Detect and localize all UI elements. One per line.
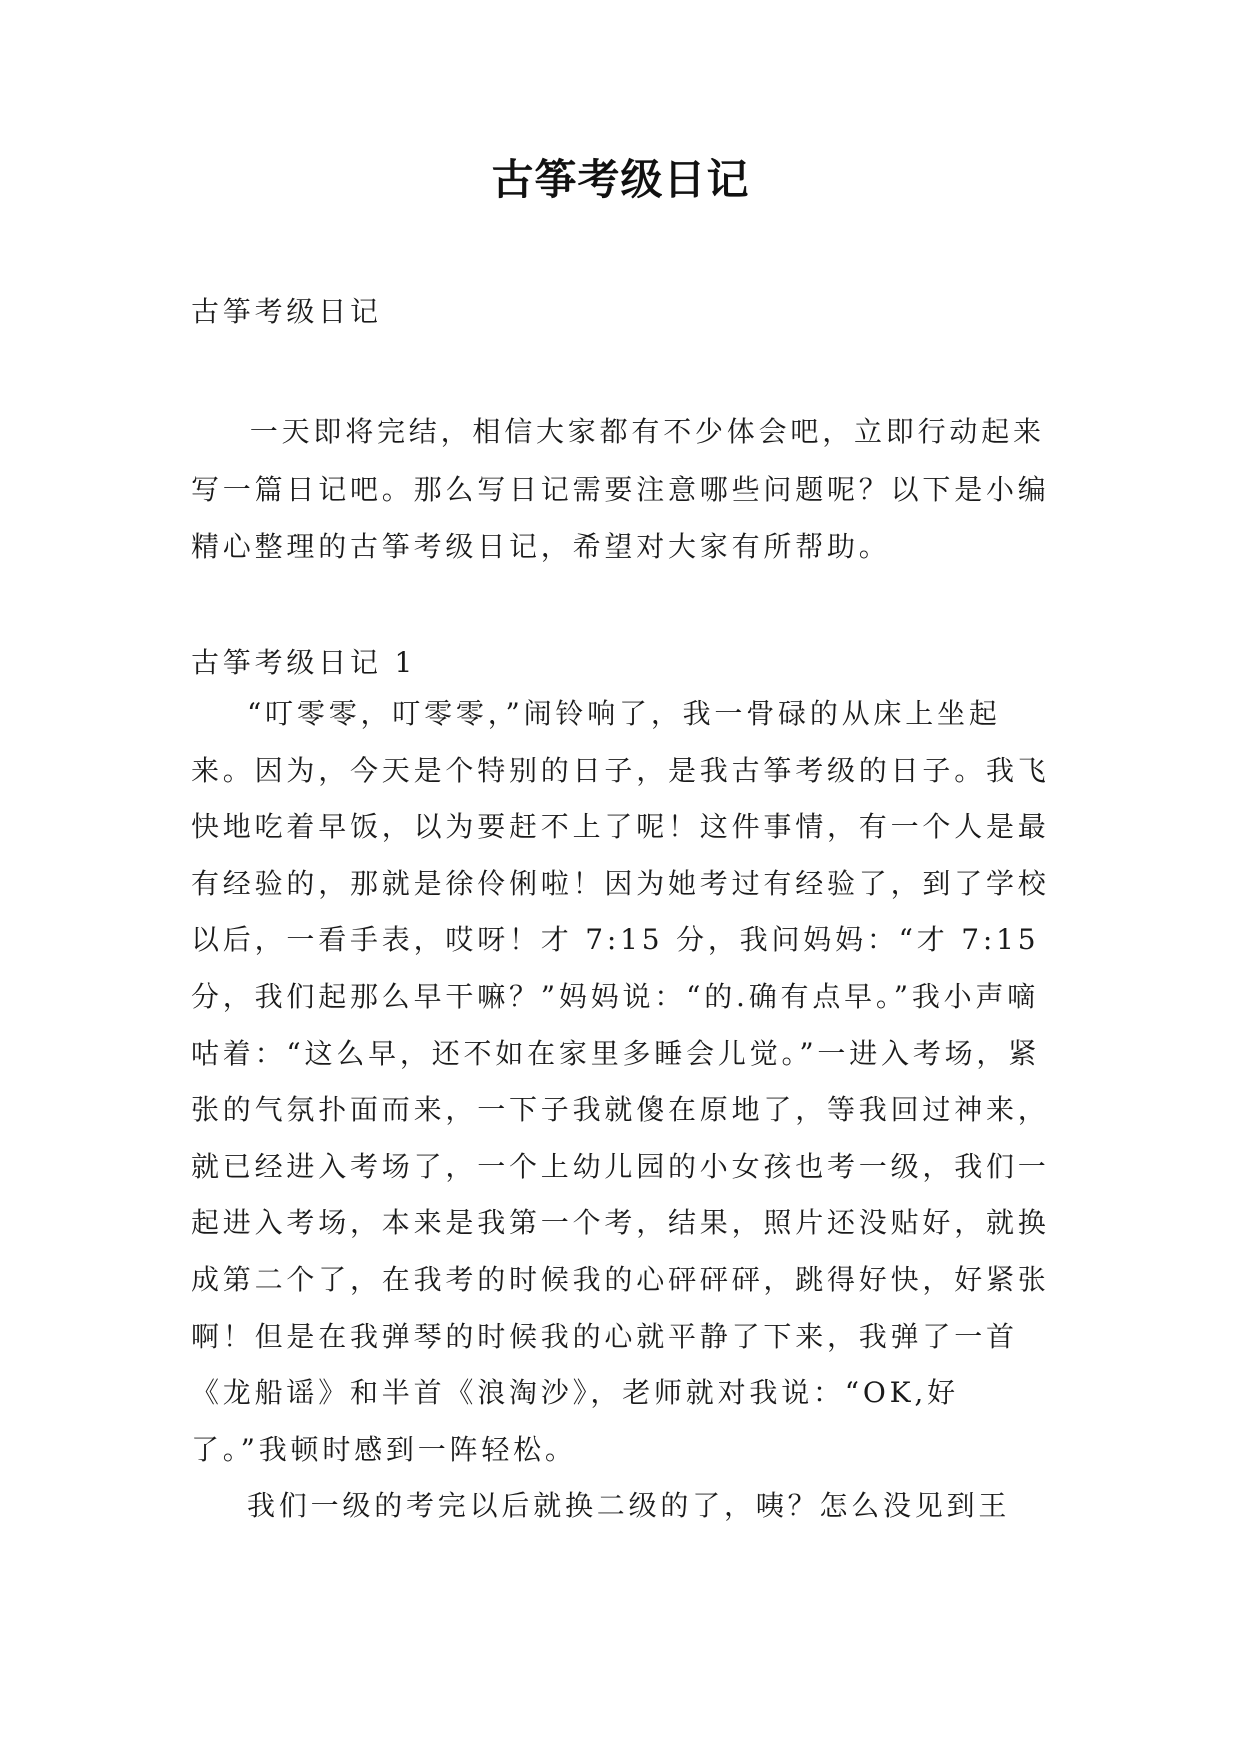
section-heading: 古筝考级日记 1 (191, 646, 417, 679)
diary-paragraph-1: “叮零零，叮零零，”闹铃响了，我一骨碌的从床上坐起来。因为，今天是个特别的日子，是我古筝考级的日子。我飞快地吃着早饭，以为要赶不上了呢！这件事情，有一个人是最有经验的，那就是徐伶俐啦！因为她考过有经验了，到了学校以后，一看手表，哎呀！才 7:15 分，我问妈妈：“才 7:15 分，我们起那么早干嘛？”妈妈说：“的.确有点早。”我小声嘀咕着：“这么早，还不如在家里多睡会儿觉。”一进入考场，紧张的气氛扑面而来，一下子我就傻在原地了，等我回过神来，就已经进入考场了，一个上幼儿园的小女孩也考一级，我们一起进入考场，本来是我第一个考，结果，照片还没贴好，就换成第二个了，在我考的时候我的心砰砰砰，跳得好快，好紧张啊！但是在我弹琴的时候我的心就平静了下来，我弹了一首《龙船谣》和半首《浪淘沙》，老师就对我说：“OK,好了。”我顿时感到一阵轻松。 (191, 697, 1050, 1466)
intro-block (191, 403, 1051, 576)
diary-paragraph-2: 我们一级的考完以后就换二级的了，咦？怎么没见到王 (247, 1489, 1011, 1523)
document-subtitle: 古筝考级日记 (191, 295, 382, 328)
diary-content (191, 686, 1051, 1535)
document-title: 古筝考级日记 (491, 155, 750, 204)
intro-paragraph: 一天即将完结，相信大家都有不少体会吧，立即行动起来写一篇日记吧。那么写日记需要注意哪些问题呢？以下是小编精心整理的古筝考级日记，希望对大家有所帮助。 (191, 415, 1050, 563)
